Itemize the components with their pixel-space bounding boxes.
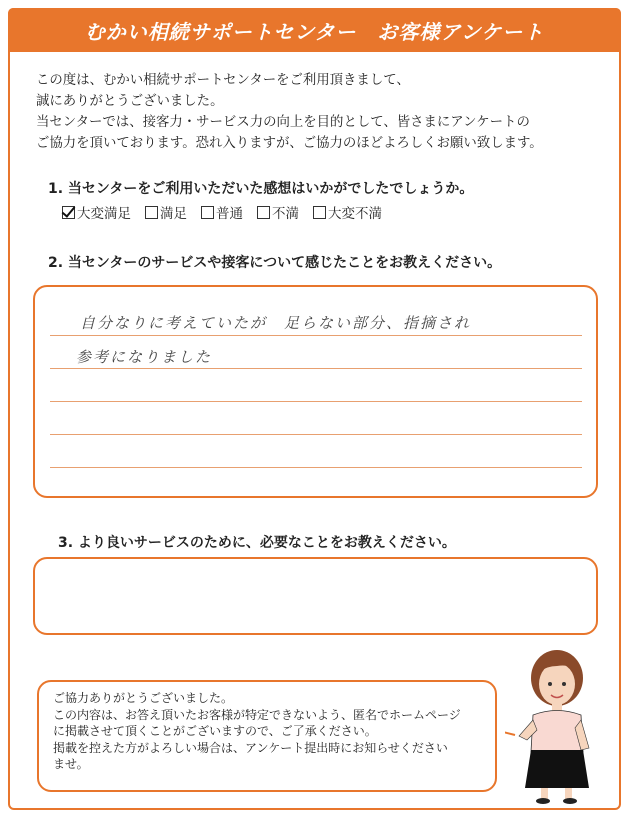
question-2-label: 2. 当センターのサービスや接客について感じたことをお教えください。 [48,255,502,271]
option-very-satisfied[interactable] [62,202,131,222]
option-satisfied[interactable] [145,202,187,222]
answer-line [50,401,582,402]
answer-line [50,335,582,336]
checkbox-icon[interactable] [201,206,214,219]
intro-line: 当センターでは、接客力・サービス力の向上を目的として、皆さまにアンケートの [36,115,530,130]
option-very-dissatisfied[interactable] [313,202,382,222]
option-label: 普通 [216,206,243,222]
footer-line: 掲載を控えた方がよろしい場合は、アンケート提出時にお知らせください [53,740,448,755]
footer-line: この内容は、お答え頂いたお客様が特定できないよう、匿名でホームページ [53,707,461,722]
question-3-answer-box[interactable] [33,557,598,635]
answer-line [50,467,582,468]
question-1-options [62,202,382,222]
answer-line [50,434,582,435]
option-label: 大変満足 [77,206,131,222]
checkbox-checked-icon[interactable] [62,206,75,219]
option-neutral[interactable] [201,202,243,222]
handwritten-answer-line: 参考になりました [76,348,213,366]
page-title-text: むかい相続サポートセンター お客様アンケート [84,19,545,44]
woman-illustration [505,640,605,805]
handwritten-answer-line: 自分なりに考えていたが 足らない部分、指摘され [80,314,472,332]
option-label: 不満 [272,206,299,222]
answer-line [50,368,582,369]
option-dissatisfied[interactable] [257,202,299,222]
intro-line: 誠にありがとうございました。 [36,94,224,109]
page-title [8,8,621,52]
option-label: 大変不満 [328,206,382,222]
checkbox-icon[interactable] [313,206,326,219]
footer-line: ご協力ありがとうございました。 [53,691,234,705]
intro-line: この度は、むかい相続サポートセンターをご利用頂きまして、 [36,73,410,88]
checkbox-icon[interactable] [145,206,158,219]
question-3-label: 3. より良いサービスのために、必要なことをお教えください。 [58,535,456,551]
footer-line: ませ。 [53,757,89,771]
option-label: 満足 [160,206,187,222]
checkbox-icon[interactable] [257,206,270,219]
intro-text [36,70,596,154]
intro-line: ご協力を頂いております。恐れ入りますが、ご協力のほどよろしくお願い致します。 [36,136,543,151]
question-1-label: 1. 当センターをご利用いただいた感想はいかがでしたでしょうか。 [48,181,474,197]
thank-you-bubble [37,680,497,792]
footer-line: に掲載させて頂くことがございますので、ご了承ください。 [53,724,377,738]
